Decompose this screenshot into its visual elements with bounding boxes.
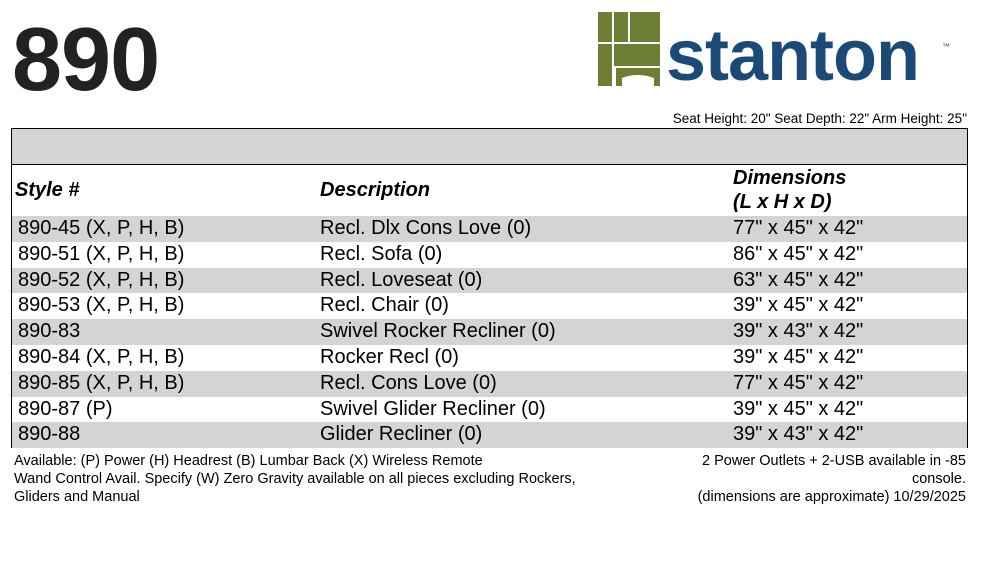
- table-row: [12, 242, 967, 268]
- availability-line: Available: (P) Power (H) Headrest (B) Lumbar Back (X) Wireless Remote: [14, 453, 483, 469]
- trademark-symbol: ™: [942, 42, 950, 51]
- availability-notes: [14, 452, 634, 506]
- description-cell: Swivel Glider Recliner (0): [320, 397, 546, 420]
- description-cell: Swivel Rocker Recliner (0): [320, 320, 556, 343]
- style-cell: 890-51 (X, P, H, B): [18, 242, 185, 265]
- style-cell: 890-52 (X, P, H, B): [18, 268, 185, 291]
- dimensions-cell: 77" x 45" x 42": [733, 371, 864, 394]
- description-cell: Rocker Recl (0): [320, 345, 459, 368]
- description-cell: Recl. Sofa (0): [320, 242, 443, 265]
- table-row: [12, 345, 967, 371]
- table-body: [12, 216, 967, 448]
- style-cell: 890-83: [18, 320, 81, 343]
- dimensions-cell: 39" x 45" x 42": [733, 397, 864, 420]
- table-row: [12, 319, 967, 345]
- dimensions-cell: 77" x 45" x 42": [733, 217, 864, 239]
- table-row: [12, 371, 967, 397]
- header-style: Style #: [15, 179, 80, 201]
- style-cell: 890-88: [18, 423, 81, 446]
- product-table: [11, 128, 968, 448]
- console-note-line: 2 Power Outlets + 2-USB available in -85: [702, 453, 966, 469]
- style-cell: 890-85 (X, P, H, B): [18, 371, 185, 394]
- table-header: [12, 165, 967, 216]
- dimensions-cell: 39" x 43" x 42": [733, 320, 864, 343]
- dimensions-cell: 63" x 45" x 42": [733, 268, 864, 291]
- description-cell: Recl. Cons Love (0): [320, 371, 497, 394]
- availability-line: Gliders and Manual: [14, 489, 140, 505]
- table-row: [12, 293, 967, 319]
- dimensions-cell: 39" x 43" x 42": [733, 423, 864, 446]
- seat-specifications: Seat Height: 20" Seat Depth: 22" Arm Height: 25": [672, 111, 967, 126]
- dimensions-cell: 86" x 45" x 42": [733, 242, 864, 265]
- model-number: 890: [12, 10, 160, 110]
- dimensions-cell: 39" x 45" x 42": [733, 294, 864, 317]
- description-cell: Recl. Dlx Cons Love (0): [320, 217, 532, 239]
- brand-wordmark: stanton: [666, 16, 919, 96]
- availability-line: Wand Control Avail. Specify (W) Zero Gravity available on all pieces excluding Rockers,: [14, 471, 576, 487]
- header-description: Description: [320, 179, 431, 201]
- style-cell: 890-87 (P): [18, 397, 113, 420]
- date-note: (dimensions are approximate) 10/29/2025: [697, 489, 966, 505]
- dimensions-cell: 39" x 45" x 42": [733, 345, 864, 368]
- style-cell: 890-84 (X, P, H, B): [18, 345, 185, 368]
- description-cell: Recl. Loveseat (0): [320, 268, 483, 291]
- table-title-band: [12, 129, 967, 165]
- table-row: [12, 268, 967, 294]
- table-row: [12, 422, 967, 448]
- stanton-logo-icon: [598, 12, 660, 86]
- console-note-line: console.: [911, 471, 966, 487]
- description-cell: Glider Recliner (0): [320, 423, 483, 446]
- table-row: [12, 216, 967, 242]
- table-row: [12, 397, 967, 423]
- brand-logo: [598, 12, 958, 96]
- header-dimensions: Dimensions: [733, 167, 847, 189]
- style-cell: 890-45 (X, P, H, B): [18, 217, 185, 239]
- console-notes: [646, 452, 966, 506]
- header-dimensions-units: (L x H x D): [733, 191, 832, 213]
- style-cell: 890-53 (X, P, H, B): [18, 294, 185, 317]
- description-cell: Recl. Chair (0): [320, 294, 449, 317]
